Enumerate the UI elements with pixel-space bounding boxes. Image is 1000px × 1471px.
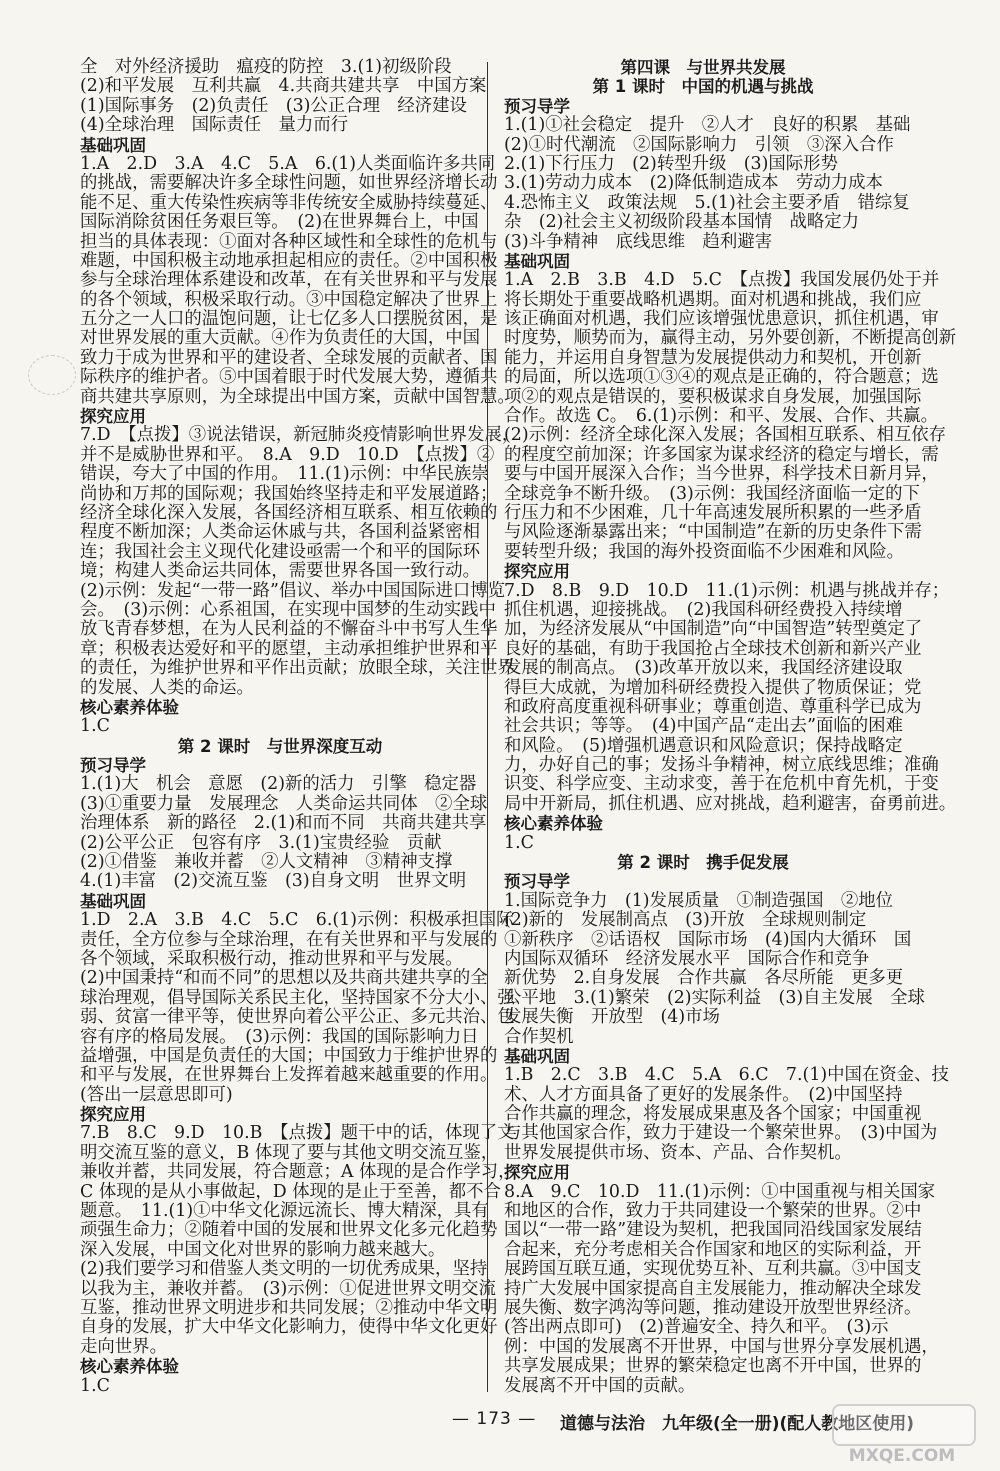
answer-line: 尚协和万邦的国际观；我国始终坚持走和平发展道路； xyxy=(80,483,498,504)
answer-line: 以我为主，兼收并蓄。 (3)示例：①促进世界文明交流 xyxy=(80,1278,496,1299)
answer-line: 的各个领域，积极采取行动。③中国稳定解决了世界上 xyxy=(80,289,498,310)
answer-line: 明交流互鉴的意义，B 体现了要与其他文明交流互鉴， xyxy=(80,1142,499,1163)
answer-line: 会。 (3)示例：心系祖国，在实现中国梦的生动实践中 xyxy=(80,599,496,620)
watermark-logo-icon xyxy=(832,1404,976,1446)
answer-line: 顽强生命力；②随着中国的发展和世界文化多元化趋势 xyxy=(80,1220,498,1241)
answer-line: 各个领域，采取积极行动，推动世界和平与发展。 xyxy=(80,948,463,969)
answer-line: 识变、科学应变、主动求变，善于在危机中育先机，于变 xyxy=(504,774,939,795)
answer-line: 内国际双循环 经济发展水平 国际合作和竞争 xyxy=(504,948,870,969)
lesson-title: 第 2 课时 与世界深度互动 xyxy=(177,736,383,756)
answer-line: 全球竞争不断升级。 (3)示例：我国经济面临一定的下 xyxy=(504,483,920,504)
answer-line: 的挑战，需要解决许多全球性问题，如世界经济增长动 xyxy=(80,173,498,194)
answer-line: 该正确面对机遇，我们应该增强忧患意识，抓住机遇，审 xyxy=(504,309,939,330)
answer-line: 和风险。 (5)增强机遇意识和风险意识；保持战略定 xyxy=(504,735,903,756)
answer-line: ①新秩序 ②话语权 国际市场 (4)国内大循环 国 xyxy=(504,929,912,950)
answer-line: 合作。故选 C。 6.(1)示例：和平、发展、合作、共赢。 xyxy=(504,406,938,427)
answer-line: (2)示例：发起“一带一路”倡议、举办中国国际进口博览 xyxy=(80,580,506,601)
answer-line: 治理体系 新的路径 2.(1)和而不同 共商共建共享 xyxy=(80,813,487,834)
answer-line: 益增强，中国是负责任的大国；中国致力于维护世界的 xyxy=(80,1045,498,1066)
answer-line: (2)我们要学习和借鉴人类文明的一切优秀成果，坚持 xyxy=(80,1259,488,1280)
answer-line: 1.(1)大 机会 意愿 (2)新的活力 引擎 稳定器 xyxy=(80,774,477,795)
answer-line: 与其他国家合作，致力于建设一个繁荣世界。 (3)中国为 xyxy=(504,1123,938,1144)
answer-line: 发展失衡 开放型 (4)市场 xyxy=(504,1007,720,1028)
section-heading: 探究应用 xyxy=(504,562,570,582)
section-heading: 核心素养体验 xyxy=(80,1357,179,1377)
answer-line: 经济全球化深入发展，各国经济相互联系、相互依赖的 xyxy=(80,502,498,523)
answer-line: 合作共赢的理念，将发展成果惠及各个国家；中国重视 xyxy=(504,1104,922,1125)
answer-line: 自身的发展，扩大中华文化影响力，使得中华文化更好 xyxy=(80,1317,498,1338)
answer-line: (3)斗争精神 底线思维 趋利避害 xyxy=(504,231,773,252)
answer-line: 要转型升级；我国的海外投资面临不少困难和风险。 xyxy=(504,541,904,562)
answer-line: 4.(1)丰富 (2)交流互鉴 (3)自身文明 世界文明 xyxy=(80,871,467,892)
answer-line: 2.(1)下行压力 (2)转型升级 (3)国际形势 xyxy=(504,153,838,174)
answer-line: 1.国际竞争力 (1)发展质量 ①制造强国 ②地位 xyxy=(504,890,894,911)
answer-line: (2)和平发展 互利共赢 4.共商共建共享 中国方案 xyxy=(80,76,487,97)
answer-line: 1.C xyxy=(80,1375,110,1396)
answer-line: 章；积极表达爱好和平的愿望，主动承担维护世界和平 xyxy=(80,638,498,659)
answer-line: 展跨国互联互通，实现优势互补、互利共赢。③中国支 xyxy=(504,1259,922,1280)
section-heading: 基础巩固 xyxy=(80,891,146,911)
answer-line: 国以“一带一路”建设为契机，把我国同沿线国家发展结 xyxy=(504,1220,922,1241)
answer-line: 参与全球治理体系建设和改革，在有关世界和平与发展 xyxy=(80,270,498,291)
answer-line: 国际消除贫困任务艰巨等。 (2)在世界舞台上，中国 xyxy=(80,212,479,233)
answer-line: 展失衡、数字鸿沟等问题，推动建设开放型世界经济。 xyxy=(504,1298,922,1318)
answer-line: 兼收并蓄，共同发展，符合题意；A 体现的是合作学习， xyxy=(80,1162,516,1183)
answer-line: 1.B 2.C 3.B 4.C 5.A 6.C 7.(1)中国在资金、技 xyxy=(504,1065,949,1086)
answer-line: 合起来，充分考虑相关合作国家和地区的实际利益，开 xyxy=(504,1239,922,1260)
answer-line: (3)①重要力量 发展理念 人类命运共同体 ②全球 xyxy=(80,793,488,814)
answer-line: 和地区的合作，致力于共同建设一个繁荣的世界。②中 xyxy=(504,1201,922,1222)
answer-line: 弱、贫富一律平等，使世界向着公平公正、多元共治、包 xyxy=(80,1007,515,1028)
answer-line: (4)全球治理 国际责任 量力而行 xyxy=(80,115,349,136)
answer-line: 1.A 2.D 3.A 4.C 5.A 6.(1)人类面临许多共同 xyxy=(80,153,496,174)
answer-line: C 体现的是从小事做起，D 体现的是止于至善，都不合 xyxy=(80,1181,501,1202)
answer-line: 7.B 8.C 9.D 10.B 【点拨】题干中的话，体现了文 xyxy=(80,1123,515,1144)
answer-line: 杂 (2)社会主义初级阶段基本国情 战略定力 xyxy=(504,212,860,233)
answer-line: 容有序的格局发展。 (3)示例：我国的国际影响力日 xyxy=(80,1026,479,1047)
answer-line: 世界发展提供市场、资本、产品、合作契机。 xyxy=(504,1142,852,1163)
answer-line: 新优势 2.自身发展 合作共赢 各尽所能 更多更 xyxy=(504,968,904,989)
section-heading: 探究应用 xyxy=(80,1105,146,1125)
left-column xyxy=(80,57,520,1396)
answer-line: 能力，并运用自身智慧为发展提供动力和契机，开创新 xyxy=(504,347,922,368)
answer-line: 能不足、重大传染性疾病等非传统安全威胁持续蔓延、 xyxy=(80,192,498,213)
answer-line: 抓住机遇，迎接挑战。 (2)我国科研经费投入持续增 xyxy=(504,599,903,620)
section-heading: 探究应用 xyxy=(80,407,146,427)
answer-line: 例：中国的发展离不开世界，中国与世界分享发展机遇， xyxy=(504,1336,939,1357)
lesson-title: 第 1 课时 中国的机遇与挑战 xyxy=(592,77,814,97)
section-heading: 预习导学 xyxy=(504,96,570,116)
section-heading: 基础巩固 xyxy=(80,135,146,155)
column-divider xyxy=(487,62,488,1392)
page-number: — 173 — xyxy=(452,1409,536,1429)
answer-line: 连；我国社会主义现代化建设亟需一个和平的国际环 xyxy=(80,541,480,562)
lesson-title: 第 2 课时 携手促发展 xyxy=(617,853,789,873)
answer-line: 8.A 9.C 10.D 11.(1)示例：①中国重视与相关国家 xyxy=(504,1181,936,1202)
answer-line: 全 对外经济援助 瘟疫的防控 3.(1)初级阶段 xyxy=(80,57,452,77)
answer-line: 1.D 2.A 3.B 4.C 5.C 6.(1)示例：积极承担国际 xyxy=(80,910,514,931)
answer-line: 商共建共享原则，为全球提出中国方案，贡献中国智慧。 xyxy=(80,386,515,407)
answer-line: 4.恐怖主义 政策法规 5.(1)社会主要矛盾 错综复 xyxy=(504,192,910,213)
answer-line: (2)公平公正 包容有序 3.(1)宝贵经验 贡献 xyxy=(80,832,442,853)
answer-line: 1.(1)①社会稳定 提升 ②人才 良好的积累 基础 xyxy=(504,115,911,136)
answer-line: 项②的观点是错误的，要积极谋求自身发展，加强国际 xyxy=(504,386,922,407)
answer-line: 良好的基础，有助于我国抢占全球技术创新和新兴产业 xyxy=(504,638,922,659)
lesson-title: 第四课 与世界共发展 xyxy=(620,58,786,77)
answer-line: 难题，中国积极主动地承担起相应的责任。②中国积极 xyxy=(80,250,498,271)
answer-line: 际秩序的维护者。⑤中国着眼于时代发展大势，遵循共 xyxy=(80,367,498,388)
site-watermark xyxy=(822,1404,982,1466)
answer-line: 1.A 2.B 3.B 4.D 5.C 【点拨】我国发展仍处于并 xyxy=(504,270,940,291)
answer-line: 境；构建人类命运共同体，需要世界各国一致行动。 xyxy=(80,561,480,582)
answer-line: 要与中国开展深入合作；当今世界，科学技术日新月异， xyxy=(504,464,939,485)
faint-stamp-mark xyxy=(28,355,76,395)
answer-line: 担当的具体表现：①面对各种区域性和全球性的危机与 xyxy=(80,231,498,252)
section-heading: 核心素养体验 xyxy=(504,814,603,834)
answer-line: 局中开新局，抓住机遇、应对挑战，趋利避害，奋勇前进。 xyxy=(504,793,957,814)
answer-line: 深入发展，中国文化对世界的影响力越来越大。 xyxy=(80,1239,446,1260)
footer-book-title: 道德与法治 九年级(全一册)(配人教地区使用) xyxy=(560,1414,915,1434)
answer-line: 加，为经济发展从“中国制造”向“中国智造”转型奠定了 xyxy=(504,619,923,640)
right-column xyxy=(504,58,957,1396)
answer-line: (2)新的 发展制高点 (3)开放 全球规则制定 xyxy=(504,910,867,931)
answer-line: 致力于成为世界和平的建设者、全球发展的贡献者、国 xyxy=(80,347,498,368)
answer-line: 1.C xyxy=(80,716,110,737)
answer-line: 走向世界。 xyxy=(80,1336,167,1357)
answer-line: 责任，全方位参与全球治理，在有关世界和平与发展的 xyxy=(80,929,498,950)
answer-line: 1.C xyxy=(504,832,534,853)
answer-line: 和政府高度重视科研事业；尊重创造、尊重科学已成为 xyxy=(504,696,922,717)
section-heading: 核心素养体验 xyxy=(80,697,179,717)
watermark-text: MXQE.COM xyxy=(848,1446,956,1466)
answer-line: 对世界发展的重大贡献。④作为负责任的大国，中国 xyxy=(80,328,480,349)
answer-line: (2)中国秉持“和而不同”的思想以及共商共建共享的全 xyxy=(80,968,488,989)
answer-line: 与风险逐渐暴露出来；“中国制造”在新的历史条件下需 xyxy=(504,522,922,543)
answer-line: (答出两点即可) (2)普遍安全、持久和平。 (3)示 xyxy=(504,1317,889,1338)
answer-line: 共享发展成果；世界的繁荣稳定也离不开中国，世界的 xyxy=(504,1356,922,1377)
answer-line: 力，办好自己的事；发扬斗争精神，树立底线思维；准确 xyxy=(504,755,939,776)
answer-line: 将长期处于重要战略机遇期。面对机遇和挑战，我们应 xyxy=(504,289,922,310)
answer-line: 7.D 【点拨】③说法错误，新冠肺炎疫情影响世界发展， xyxy=(80,425,520,446)
answer-line: 的程度空前加深；许多国家为谋求经济的稳定与增长，需 xyxy=(504,444,939,465)
section-heading: 基础巩固 xyxy=(504,1046,570,1066)
answer-line: 公平地 3.(1)繁荣 (2)实际利益 (3)自主发展 全球 xyxy=(504,987,925,1008)
answer-line: 7.D 8.B 9.D 10.D 11.(1)示例：机遇与挑战并存； xyxy=(504,580,950,601)
answer-line: 放飞青春梦想，在为人民利益的不懈奋斗中书写人生华 xyxy=(80,619,498,640)
answer-line: 互鉴，推动世界文明进步和共同发展；②推动中华文明 xyxy=(80,1298,498,1318)
answer-line: 发展的制高点。 (3)改革开放以来，我国经济建设取 xyxy=(504,658,903,679)
section-heading: 基础巩固 xyxy=(504,251,570,271)
answer-line: 持广大发展中国家提高自主发展能力，推动解决全球发 xyxy=(504,1278,922,1299)
answer-line: (2)示例：经济全球化深入发展；各国相互联系、相互依存 xyxy=(504,425,947,446)
answer-line: 并不是威胁世界和平。 8.A 9.D 10.D 【点拨】② xyxy=(80,444,495,465)
answer-line: 3.(1)劳动力成本 (2)降低制造成本 劳动力成本 xyxy=(504,173,883,194)
answer-line: 题意。 11.(1)①中华文化源远流长、博大精深，具有 xyxy=(80,1201,489,1222)
answer-line: (2)①借鉴 兼收并蓄 ②人文精神 ③精神支撑 xyxy=(80,852,453,873)
answer-line: 行压力和不少困难，几十年高速发展所积累的一些矛盾 xyxy=(504,502,922,523)
answer-line: 合作契机 xyxy=(504,1026,574,1047)
answer-line: (2)①时代潮流 ②国际影响力 引领 ③深入合作 xyxy=(504,134,894,155)
section-heading: 预习导学 xyxy=(80,756,146,776)
answer-line: 程度不断加深；人类命运休戚与共，各国利益紧密相 xyxy=(80,522,480,543)
section-heading: 探究应用 xyxy=(504,1163,570,1183)
answer-line: (答出一层意思即可) xyxy=(80,1084,233,1105)
section-heading: 预习导学 xyxy=(504,872,570,892)
answer-line: 的局面，所以选项①③④的观点是正确的，符合题意；选 xyxy=(504,367,939,388)
answer-line: 发展离不开中国的贡献。 xyxy=(504,1375,696,1396)
answer-line: 的责任，为维护世界和平作出贡献；放眼全球，关注世界 xyxy=(80,658,515,679)
answer-line: 球治理观，倡导国际关系民主化，坚持国家不分大小、强 xyxy=(80,987,515,1008)
answer-line: 的发展、人类的命运。 xyxy=(80,677,254,698)
answer-line: 术、人才方面具备了更好的发展条件。 (2)中国坚持 xyxy=(504,1084,903,1105)
answer-line: 时度势，顺势而为，赢得主动，另外要创新，不断提高创新 xyxy=(504,328,957,349)
answer-line: 错误，夸大了中国的作用。 11.(1)示例：中华民族崇 xyxy=(80,464,489,485)
answer-line: 得巨大成就，为增加科研经费投入提供了物质保证；党 xyxy=(504,677,922,698)
answer-line: 社会共识；等等。 (4)中国产品“走出去”面临的困难 xyxy=(504,716,903,737)
answer-line: (1)国际事务 (2)负责任 (3)公正合理 经济建设 xyxy=(80,95,467,116)
answer-line: 五分之一人口的温饱问题，让七亿多人口摆脱贫困，是 xyxy=(80,309,498,330)
answer-line: 和平与发展，在世界舞台上发挥着越来越重要的作用。 xyxy=(80,1065,498,1086)
